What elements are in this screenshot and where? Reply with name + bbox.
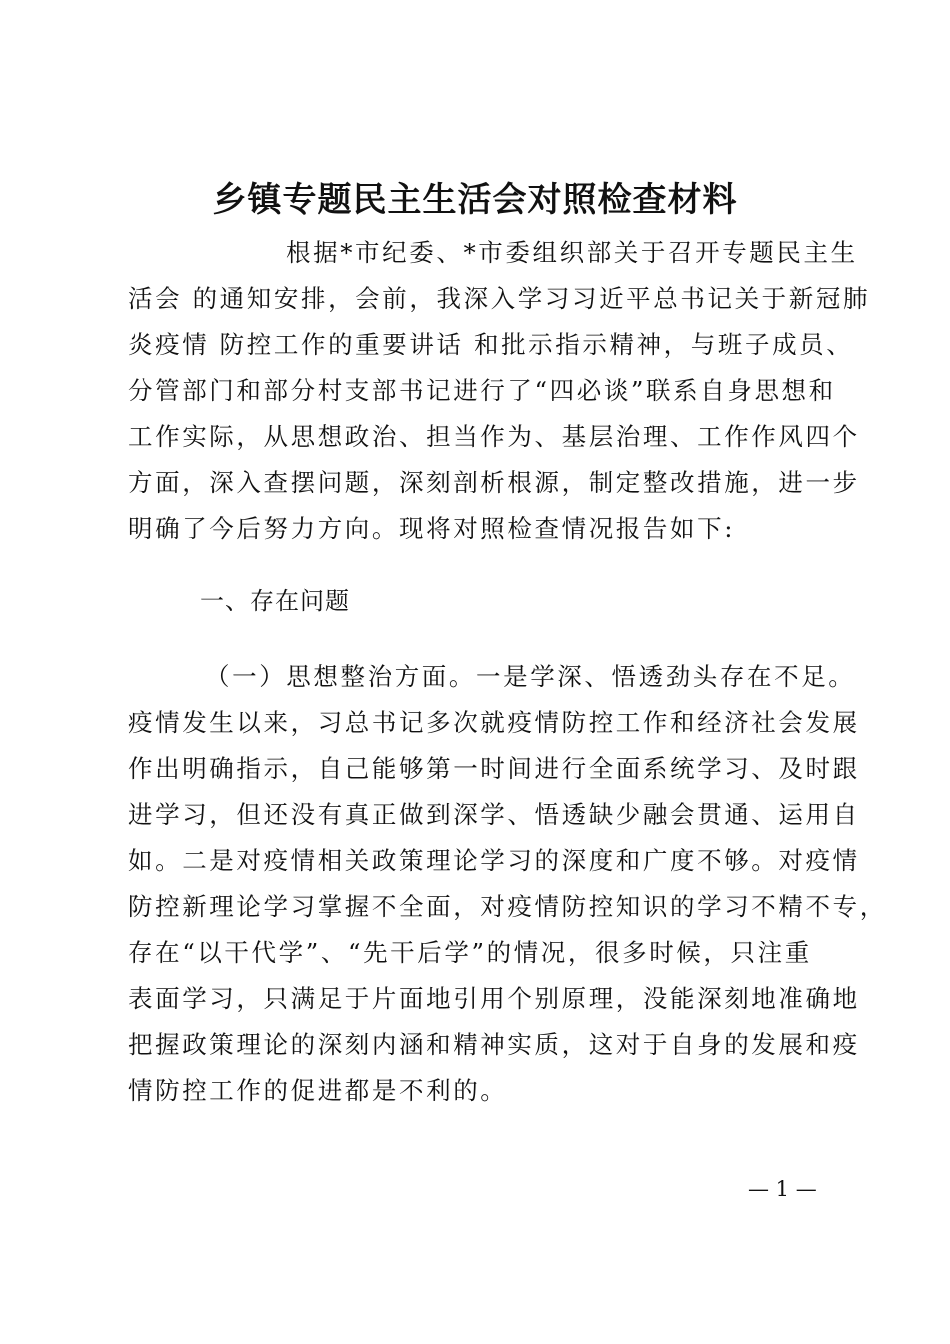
section-heading: 一、存在问题 (200, 587, 350, 615)
intro-line-7: 明确了今后努力方向。现将对照检查情况报告如下: (128, 514, 736, 543)
section-line-7: 存在“以干代学”、“先干后学”的情况，很多时候，只注重 (128, 938, 812, 967)
intro-line-2: 活会 的通知安排，会前，我深入学习习近平总书记关于新冠肺 (128, 284, 871, 313)
section-line-6: 防控新理论学习掌握不全面，对疫情防控知识的学习不精不专， (128, 892, 887, 921)
intro-line-3: 炎疫情 防控工作的重要讲话 和批示指示精神，与班子成员、 (128, 330, 854, 359)
section-line-3: 作出明确指示，自己能够第一时间进行全面系统学习、及时跟 (128, 754, 860, 783)
intro-line-5: 工作实际，从思想政治、担当作为、基层治理、工作作风四个 (128, 422, 860, 451)
section-line-10: 情防控工作的促进都是不利的。 (128, 1076, 508, 1105)
section-line-1: （一）思想整治方面。一是学深、悟透劲头存在不足。 (205, 662, 856, 691)
section-line-5: 如。二是对疫情相关政策理论学习的深度和广度不够。对疫情 (128, 846, 860, 875)
document-title: 乡镇专题民主生活会对照检查材料 (212, 180, 738, 220)
section-line-2: 疫情发生以来，习总书记多次就疫情防控工作和经济社会发展 (128, 708, 860, 737)
section-line-9: 把握政策理论的深刻内涵和精神实质，这对于自身的发展和疫 (128, 1030, 860, 1059)
section-line-4: 进学习，但还没有真正做到深学、悟透缺少融会贯通、运用自 (128, 800, 860, 829)
section-line-8: 表面学习，只满足于片面地引用个别原理，没能深刻地准确地 (128, 984, 860, 1013)
intro-line-6: 方面，深入查摆问题，深刻剖析根源，制定整改措施，进一步 (128, 468, 860, 497)
intro-line-1: 根据*市纪委、*市委组织部关于召开专题民主生 (286, 238, 858, 267)
intro-line-4: 分管部门和部分村支部书记进行了“四必谈”联系自身思想和 (128, 376, 836, 405)
page-number: — 1 — (748, 1177, 817, 1201)
